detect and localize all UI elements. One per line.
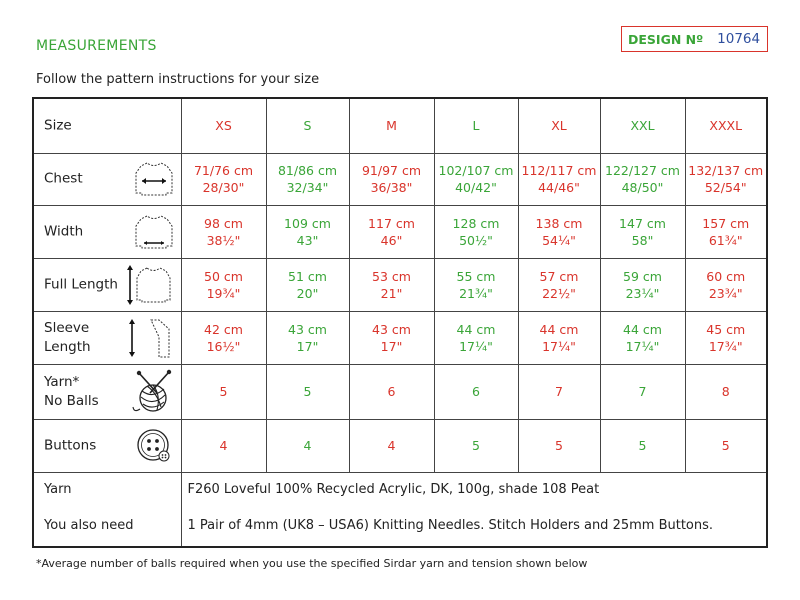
chest-row	[33, 153, 767, 205]
buttons-xl: 5	[518, 419, 600, 472]
size-xl: XL	[518, 98, 600, 153]
sleeve-length-label: Sleeve Length	[33, 311, 181, 364]
width-xl: 138 cm 54¼"	[518, 205, 600, 258]
sleeve-measure-icon	[125, 315, 175, 361]
buttons-label: Buttons	[33, 419, 181, 472]
length-xxxl: 60 cm 23¾"	[685, 258, 767, 311]
length-s: 51 cm 20"	[266, 258, 349, 311]
yarn-balls-label: Yarn* No Balls	[33, 364, 181, 419]
size-label: Size	[33, 98, 181, 153]
size-xxxl: XXXL	[685, 98, 767, 153]
length-xxl: 59 cm 23¼"	[600, 258, 685, 311]
design-number: 10764	[717, 31, 761, 47]
length-l: 55 cm 21¾"	[434, 258, 518, 311]
chest-xs: 71/76 cm 28/30"	[181, 153, 266, 205]
materials-values	[181, 472, 767, 547]
sleeve-m: 43 cm 17"	[349, 311, 434, 364]
chest-measure-icon	[133, 159, 175, 199]
width-xxxl: 157 cm 61¾"	[685, 205, 767, 258]
balls-l: 6	[434, 364, 518, 419]
chest-m: 91/97 cm 36/38"	[349, 153, 434, 205]
width-xs: 98 cm 38½"	[181, 205, 266, 258]
chest-s: 81/86 cm 32/34"	[266, 153, 349, 205]
chest-l: 102/107 cm 40/42"	[434, 153, 518, 205]
page-title: MEASUREMENTS	[36, 38, 157, 54]
width-l: 128 cm 50½"	[434, 205, 518, 258]
full-length-row	[33, 258, 767, 311]
chest-xxxl: 132/137 cm 52/54"	[685, 153, 767, 205]
materials-row	[33, 472, 767, 547]
intro-text: Follow the pattern instructions for your size	[36, 72, 320, 87]
width-row	[33, 205, 767, 258]
buttons-row	[33, 419, 767, 472]
width-m: 117 cm 46"	[349, 205, 434, 258]
size-xs: XS	[181, 98, 266, 153]
balls-s: 5	[266, 364, 349, 419]
button-icon	[135, 426, 175, 466]
width-measure-icon	[133, 212, 175, 252]
sleeve-xs: 42 cm 16½"	[181, 311, 266, 364]
buttons-xxxl: 5	[685, 419, 767, 472]
yarn-balls-row	[33, 364, 767, 419]
sleeve-xxl: 44 cm 17¼"	[600, 311, 685, 364]
balls-m: 6	[349, 364, 434, 419]
buttons-xs: 4	[181, 419, 266, 472]
buttons-m: 4	[349, 419, 434, 472]
length-xl: 57 cm 22½"	[518, 258, 600, 311]
sleeve-xxxl: 45 cm 17¾"	[685, 311, 767, 364]
size-l: L	[434, 98, 518, 153]
sleeve-xl: 44 cm 17¼"	[518, 311, 600, 364]
length-xs: 50 cm 19¾"	[181, 258, 266, 311]
measurements-table	[32, 97, 768, 548]
chest-xl: 112/117 cm 44/46"	[518, 153, 600, 205]
length-measure-icon	[125, 262, 175, 308]
size-xxl: XXL	[600, 98, 685, 153]
buttons-xxl: 5	[600, 419, 685, 472]
materials-labels	[33, 472, 181, 547]
balls-xxxl: 8	[685, 364, 767, 419]
sleeve-length-row	[33, 311, 767, 364]
yarn-row-value: F260 Loveful 100% Recycled Acrylic, DK, 100g, shade 108 Peat	[187, 481, 600, 497]
yarn-ball-icon	[131, 369, 175, 415]
balls-xs: 5	[181, 364, 266, 419]
width-label: Width	[33, 205, 181, 258]
chest-xxl: 122/127 cm 48/50"	[600, 153, 685, 205]
chest-label: Chest	[33, 153, 181, 205]
balls-xxl: 7	[600, 364, 685, 419]
buttons-s: 4	[266, 419, 349, 472]
width-xxl: 147 cm 58"	[600, 205, 685, 258]
sleeve-l: 44 cm 17¼"	[434, 311, 518, 364]
width-s: 109 cm 43"	[266, 205, 349, 258]
need-row-label: You also need	[44, 517, 134, 533]
buttons-l: 5	[434, 419, 518, 472]
size-m: M	[349, 98, 434, 153]
design-label: DESIGN Nº	[628, 31, 704, 47]
yarn-row-label: Yarn	[44, 481, 72, 497]
balls-xl: 7	[518, 364, 600, 419]
design-number-box	[621, 26, 768, 52]
footnote: *Average number of balls required when you use the specified Sirdar yarn and tension shown below	[36, 557, 588, 570]
full-length-label: Full Length	[33, 258, 181, 311]
length-m: 53 cm 21"	[349, 258, 434, 311]
need-row-value: 1 Pair of 4mm (UK8 – USA6) Knitting Needles. Stitch Holders and 25mm Buttons.	[187, 517, 714, 533]
size-row	[33, 98, 767, 153]
sleeve-s: 43 cm 17"	[266, 311, 349, 364]
size-s: S	[266, 98, 349, 153]
